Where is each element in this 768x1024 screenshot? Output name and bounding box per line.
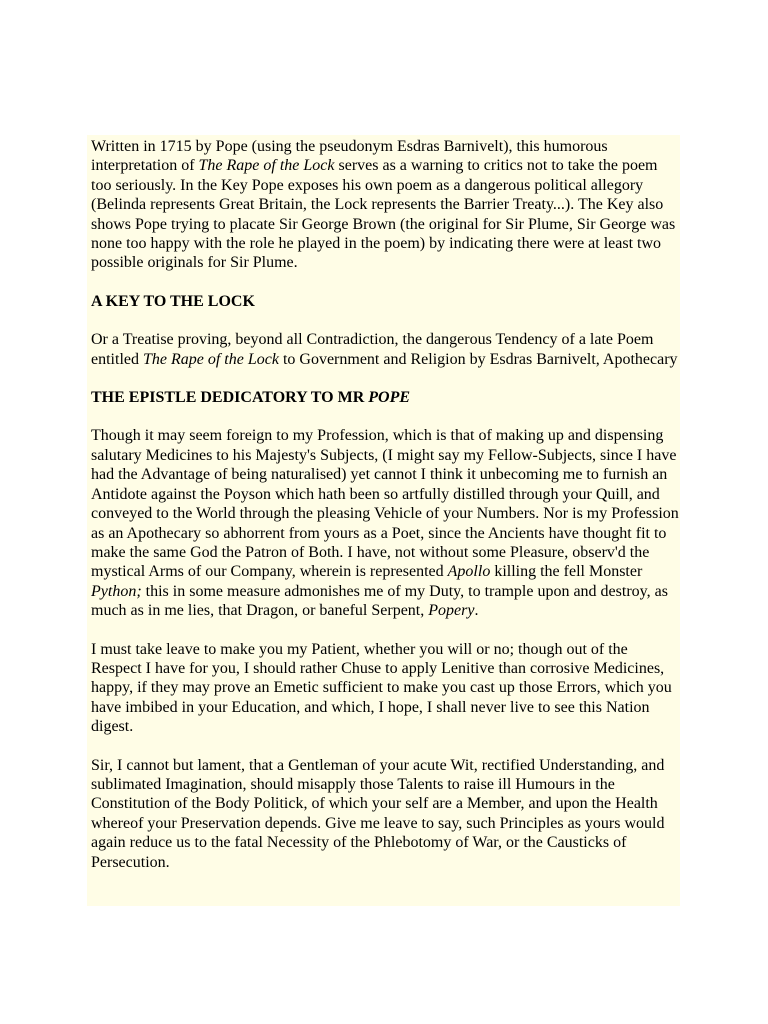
epistle-p1-text-1: Though it may seem foreign to my Profession, which is that of making up and dispensing salutary Medicines to his Majesty's Subjects, (I might say my Fellow-Subjects, since I have had the Advantage of being naturalised) yet cannot I think it unbecoming me to furnish an Antidote against the Poyson which hath been so artfully distilled through your Quill, and conveyed to the World through the pleasing Vehicle of your Numbers. Nor is my Profession as an Apothecary so abhorrent from yours as a Poet, since the Ancients have thought fit to make the same God the Patron of Both. I have, not without some Pleasure, observ'd the mystical Arms of our Company, wherein is represented <box>91 427 679 581</box>
epistle-paragraph-3: Sir, I cannot but lament, that a Gentleman of your acute Wit, rectified Understanding, and sublimated Imagination, should misapply those Talents to raise ill Humours in the Constitution of the Body Politick, of which your self are a Member, and upon the Health whereof your Preservation depends. Give me leave to say, such Principles as yours would again reduce us to the fatal Necessity of the Phlebotomy of War, or the Causticks of Persecution. <box>91 756 665 871</box>
subtitle-text-1: Or a Treatise proving, beyond all Contradiction, the dangerous Tendency of a late Poem entitled <box>91 331 654 368</box>
intro-text-2: serves as a warning to critics not to take the poem too seriously. In the Key Pope exposes his own poem as a dangerous political allegory (Belinda represents Great Britain, the Lock represents the Barrier Treaty...). The Key also shows Pope trying to placate Sir George Brown (the original for Sir Plume, Sir George was none too happy with the role he played in the poem) by indicating there were at least two possible originals for Sir Plume. <box>91 157 676 272</box>
epistle-paragraph-2: I must take leave to make you my Patient, whether you will or no; though out of the Respect I have for you, I should rather Chuse to apply Lenitive than corrosive Medicines, happy, if they may prove an Emetic sufficient to make you cast up those Errors, which you have imbibed in your Education, and which, I hope, I shall never live to see this Nation digest. <box>91 640 672 736</box>
epistle-p1-apollo: Apollo <box>447 563 491 581</box>
intro-poem-title: The Rape of the Lock <box>198 157 335 175</box>
document-text-block <box>87 135 680 906</box>
epistle-p1-text-4: . <box>474 602 479 620</box>
subtitle-poem-title: The Rape of the Lock <box>142 350 279 368</box>
epistle-paragraph-1 <box>91 426 680 620</box>
epistle-p1-text-2: killing the fell Monster <box>490 563 643 581</box>
heading-epistle-text: THE EPISTLE DEDICATORY TO MR <box>91 389 369 407</box>
subtitle-text-2: to Government and Religion by Esdras Barnivelt, Apothecary <box>278 350 678 368</box>
heading-epistle-pope: POPE <box>368 389 411 407</box>
intro-text-1: Written in 1715 by Pope (using the pseudonym Esdras Barnivelt), this humorous interpretation of <box>91 138 608 175</box>
subtitle-paragraph <box>91 330 680 369</box>
epistle-p1-text-3: this in some measure admonishes me of my Duty, to trample upon and destroy, as much as in me lies, that Dragon, or baneful Serpent, <box>91 582 668 620</box>
epistle-p1-python: Python; <box>91 582 142 600</box>
heading-key-to-the-lock: A KEY TO THE LOCK <box>91 292 255 310</box>
heading-epistle-dedicatory <box>91 388 680 407</box>
epistle-p1-popery: Popery <box>428 602 475 620</box>
intro-paragraph <box>91 137 680 273</box>
